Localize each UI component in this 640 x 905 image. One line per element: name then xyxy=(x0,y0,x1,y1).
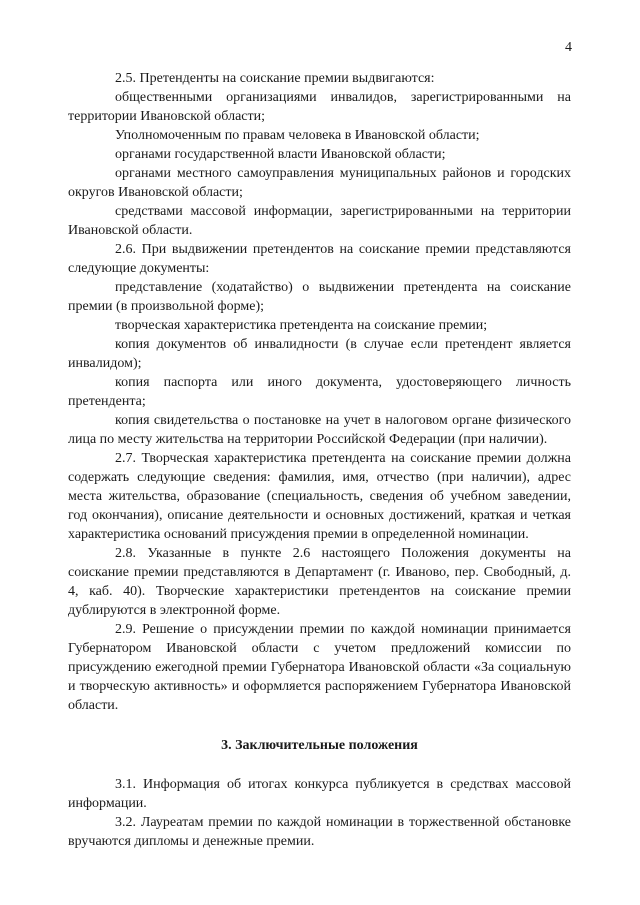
page-number: 4 xyxy=(565,40,572,55)
paragraph: копия свидетельства о постановке на учет в налоговом органе физического лица по месту жительства на территории Российской Федерации (при наличии). xyxy=(68,413,571,447)
paragraph: органами местного самоуправления муниципальных районов и городских округов Ивановской области; xyxy=(68,166,571,200)
paragraph: творческая характеристика претендента на соискание премии; xyxy=(115,318,488,333)
paragraph: органами государственной власти Ивановской области; xyxy=(115,147,446,162)
top-paragraphs xyxy=(68,69,571,715)
paragraph: 2.5. Претенденты на соискание премии выдвигаются: xyxy=(115,71,435,86)
paragraph: копия паспорта или иного документа, удостоверяющего личность претендента; xyxy=(68,375,571,409)
paragraph: 2.6. При выдвижении претендентов на соискание премии представляются следующие документы: xyxy=(68,242,571,276)
paragraph: представление (ходатайство) о выдвижении претендента на соискание премии (в произвольной форме); xyxy=(68,280,571,314)
paragraph: 2.8. Указанные в пункте 2.6 настоящего Положения документы на соискание премии представляются в Департамент (г. Иваново, пер. Свободный, д. 4, каб. 40). Творческие характеристики претендентов на соискание премии дублируются в электронной форме. xyxy=(68,546,571,618)
paragraph: 2.7. Творческая характеристика претендента на соискание премии должна содержать следующие сведения: фамилия, имя, отчество (при наличии), адрес места жительства, образование (специальность, сведения об учебном заведении, год окончания), описание деятельности и основных достижений, краткая и четкая характеристика оснований присуждения премии в определенной номинации. xyxy=(68,451,571,542)
section-heading: 3. Заключительные положения xyxy=(221,738,418,753)
paragraph: средствами массовой информации, зарегистрированными на территории Ивановской области. xyxy=(68,204,571,238)
paragraph: копия документов об инвалидности (в случае если претендент является инвалидом); xyxy=(68,337,571,371)
paragraph: 3.1. Информация об итогах конкурса публикуется в средствах массовой информации. xyxy=(68,777,571,811)
paragraph: общественными организациями инвалидов, зарегистрированными на территории Ивановской области; xyxy=(68,90,571,124)
document-body xyxy=(68,69,571,851)
paragraph: 2.9. Решение о присуждении премии по каждой номинации принимается Губернатором Ивановской области с учетом предложений комиссии по присуждению ежегодной премии Губернатора Ивановской области «За социальную и творческую активность» и оформляется распоряжением Губернатора Ивановской области. xyxy=(68,622,571,713)
paragraph: 3.2. Лауреатам премии по каждой номинации в торжественной обстановке вручаются дипломы и денежные премии. xyxy=(68,815,571,849)
bottom-paragraphs xyxy=(68,775,571,851)
paragraph: Уполномоченным по правам человека в Ивановской области; xyxy=(115,128,480,143)
